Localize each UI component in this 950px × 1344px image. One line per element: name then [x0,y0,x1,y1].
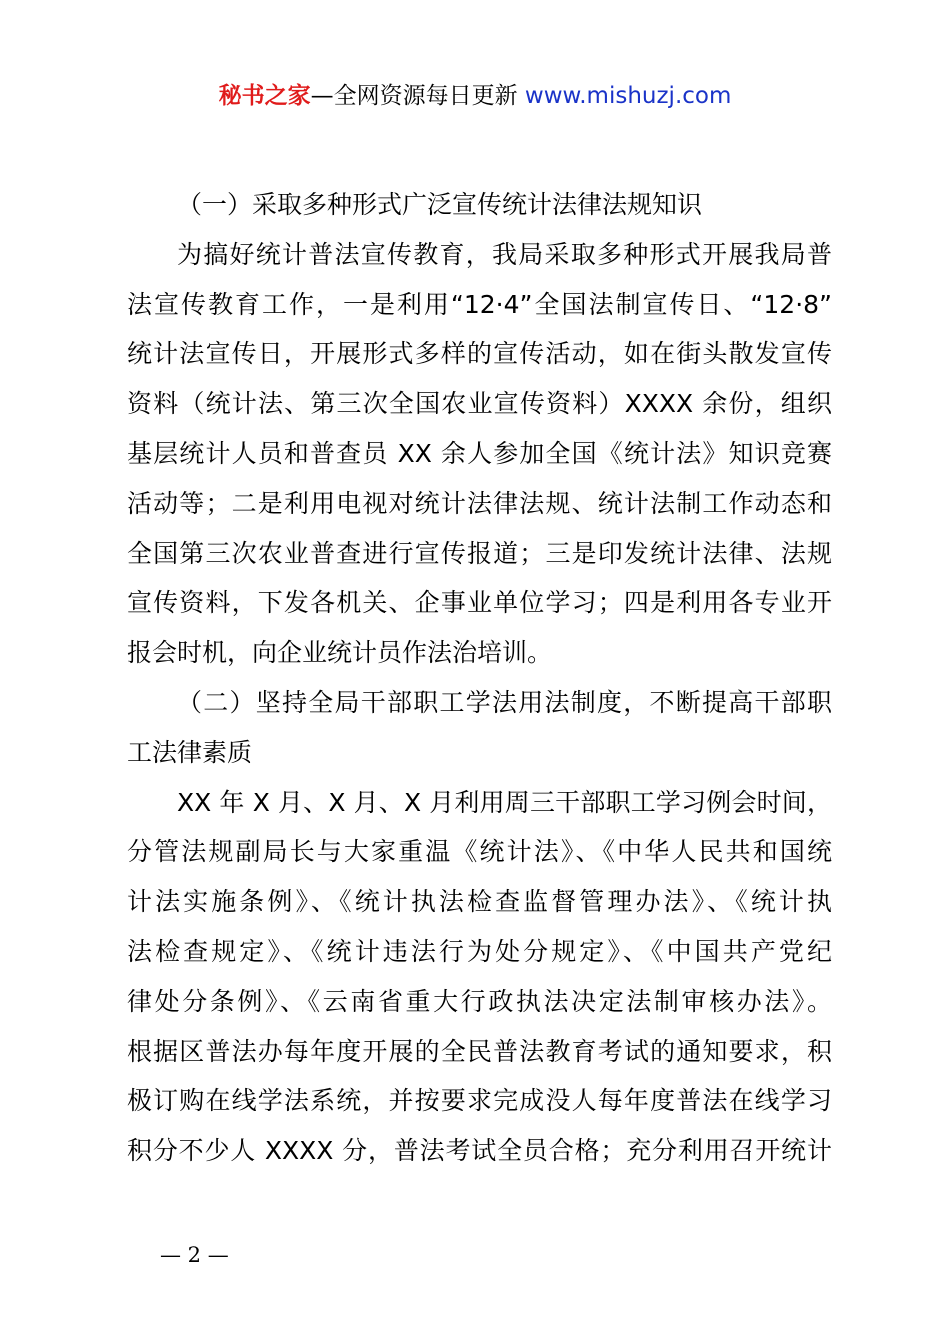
paragraph-line: 根据区普法办每年度开展的全民普法教育考试的通知要求，积 [127,1036,832,1066]
paragraph-line: 报会时机，向企业统计员作法治培训。 [127,638,553,668]
paragraph-line: 为搞好统计普法宣传教育，我局采取多种形式开展我局普 [177,239,832,269]
header-slogan: —全网资源每日更新 [310,83,518,109]
paragraph-line: 基层统计人员和普查员 XX 余人参加全国《统计法》知识竞赛 [127,438,832,468]
paragraph-line: XX 年 X 月、X 月、X 月利用周三干部职工学习例会时间， [177,787,832,817]
paragraph-line: 资料（统计法、第三次全国农业宣传资料）XXXX 余份，组织 [127,389,832,419]
section-heading-2-cont: 工法律素质 [127,737,253,767]
document-body [127,180,832,1176]
paragraph-line: 法宣传教育工作，一是利用“12·4”全国法制宣传日、“12·8” [127,289,832,319]
brand-name: 秘书之家 [218,83,311,109]
paragraph-line: 法检查规定》、《统计违法行为处分规定》、《中国共产党纪 [127,936,832,966]
paragraph-line: 统计法宣传日，开展形式多样的宣传活动，如在街头散发宣传 [127,339,832,369]
paragraph-line: 计法实施条例》、《统计执法检查监督管理办法》、《统计执 [127,887,832,917]
paragraph-line: 活动等；二是利用电视对统计法律法规、统计法制工作动态和 [127,488,832,518]
paragraph-line: 宣传资料，下发各机关、企事业单位学习；四是利用各专业开 [127,588,832,618]
site-url-link[interactable]: www.mishuzj.com [524,83,732,109]
section-heading-1: （一）采取多种形式广泛宣传统计法律法规知识 [177,190,703,219]
paragraph-line: 律处分条例》、《云南省重大行政执法决定法制审核办法》。 [127,986,832,1016]
paragraph-line: 积分不少人 XXXX 分，普法考试全员合格；充分利用召开统计 [127,1136,832,1166]
page-number: — 2 — [160,1243,229,1267]
section-heading-2: （二）坚持全局干部职工学法用法制度，不断提高干部职 [177,687,832,717]
paragraph-line: 全国第三次农业普查进行宣传报道；三是印发统计法律、法规 [127,538,832,568]
site-header [0,80,950,112]
paragraph-line: 分管法规副局长与大家重温《统计法》、《中华人民共和国统 [127,837,832,867]
paragraph-line: 极订购在线学法系统，并按要求完成没人每年度普法在线学习 [127,1086,832,1116]
